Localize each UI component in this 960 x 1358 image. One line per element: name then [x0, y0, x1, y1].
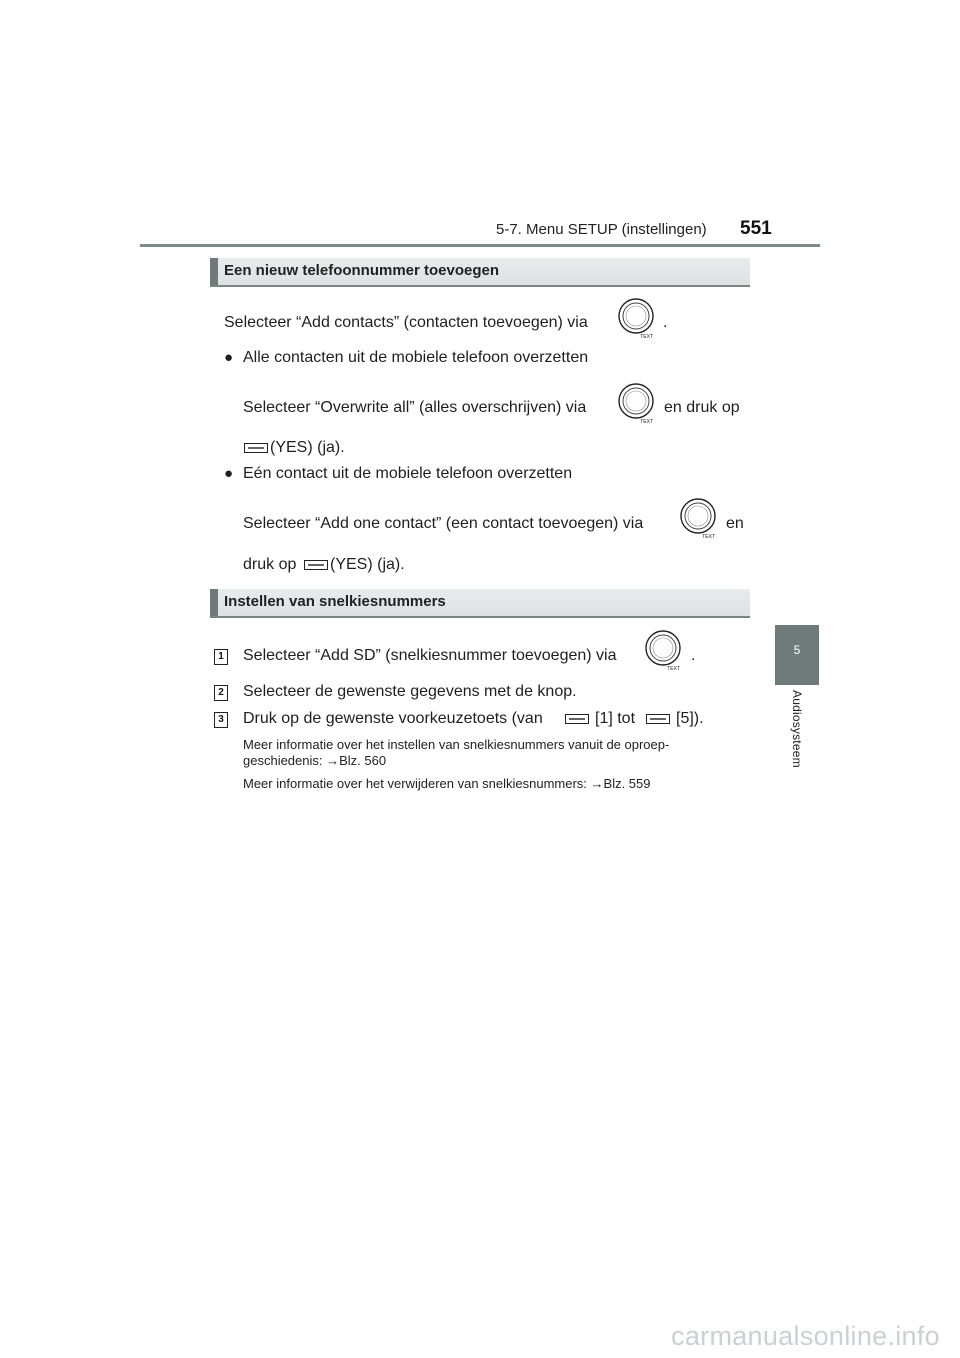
tune-knob-icon	[679, 498, 719, 538]
intro-text-end: .	[663, 314, 668, 331]
intro-text: Selecteer “Add contacts” (contacten toevoegen) via	[224, 314, 588, 331]
header-divider	[140, 244, 820, 247]
bullet-2-line1: Selecteer “Add one contact” (een contact toevoegen) via	[243, 515, 644, 532]
step-number-2: 2	[214, 685, 228, 701]
bullet-2-title: Eén contact uit de mobiele telefoon overzetten	[243, 465, 573, 482]
chapter-number: 5	[793, 643, 801, 657]
svg-text:TEXT: TEXT	[702, 534, 715, 538]
preset-key-icon	[304, 560, 328, 570]
bullet-1-title: Alle contacten uit de mobiele telefoon overzetten	[243, 349, 589, 366]
chapter-tab	[775, 625, 819, 685]
step-3-text: Druk op de gewenste voorkeuzetoets (van	[243, 710, 543, 727]
step-number-1: 1	[214, 649, 228, 665]
page-number: 551	[740, 218, 772, 239]
svg-text:TEXT: TEXT	[667, 666, 680, 670]
section-heading-text: Instellen van snelkiesnummers	[224, 593, 446, 610]
bullet-2-line1-end: en	[726, 515, 744, 532]
note-line: Meer informatie over het instellen van snelkiesnummers vanuit de oproep-	[243, 737, 670, 752]
bullet-dot: ●	[224, 349, 234, 366]
chapter-label-container	[790, 690, 804, 790]
section-heading-bar	[210, 258, 218, 285]
tune-knob-icon	[617, 298, 657, 338]
tune-knob-icon	[644, 630, 684, 670]
tune-knob-icon	[617, 383, 657, 423]
step-2-text: Selecteer de gewenste gegevens met de knop.	[243, 683, 577, 700]
preset-key-icon	[646, 714, 670, 724]
bullet-2-line2-end: (YES) (ja).	[330, 556, 405, 573]
section-heading-text: Een nieuw telefoonnummer toevoegen	[224, 262, 500, 279]
step-number-3: 3	[214, 712, 228, 728]
preset-key-icon	[244, 443, 268, 453]
section-heading-new-number	[210, 258, 750, 287]
watermark: carmanualsonline.info	[671, 1321, 940, 1351]
bullet-1-line1: Selecteer “Overwrite all” (alles overschrijven) via	[243, 399, 587, 416]
section-heading-bar	[210, 589, 218, 616]
bullet-dot: ●	[224, 465, 234, 482]
step-1-text-end: .	[691, 647, 696, 664]
note-line: Meer informatie over het verwijderen van snelkiesnummers: →Blz. 559	[243, 776, 651, 791]
step-3-text-end: [5]).	[676, 710, 704, 727]
bullet-1-line2: (YES) (ja).	[270, 439, 345, 456]
svg-text:TEXT: TEXT	[640, 419, 653, 423]
running-header-title: 5-7. Menu SETUP (instellingen)	[496, 221, 707, 238]
step-3-text-mid: [1] tot	[595, 710, 636, 727]
step-1-text: Selecteer “Add SD” (snelkiesnummer toevoegen) via	[243, 647, 617, 664]
bullet-1-line1-end: en druk op	[664, 399, 740, 416]
preset-key-icon	[565, 714, 589, 724]
section-heading-speed-dial	[210, 589, 750, 618]
chapter-label: Audiosysteem	[790, 690, 804, 768]
note-line: geschiedenis: →Blz. 560	[243, 753, 387, 768]
bullet-2-line2-start: druk op	[243, 556, 297, 573]
svg-text:TEXT: TEXT	[640, 334, 653, 338]
